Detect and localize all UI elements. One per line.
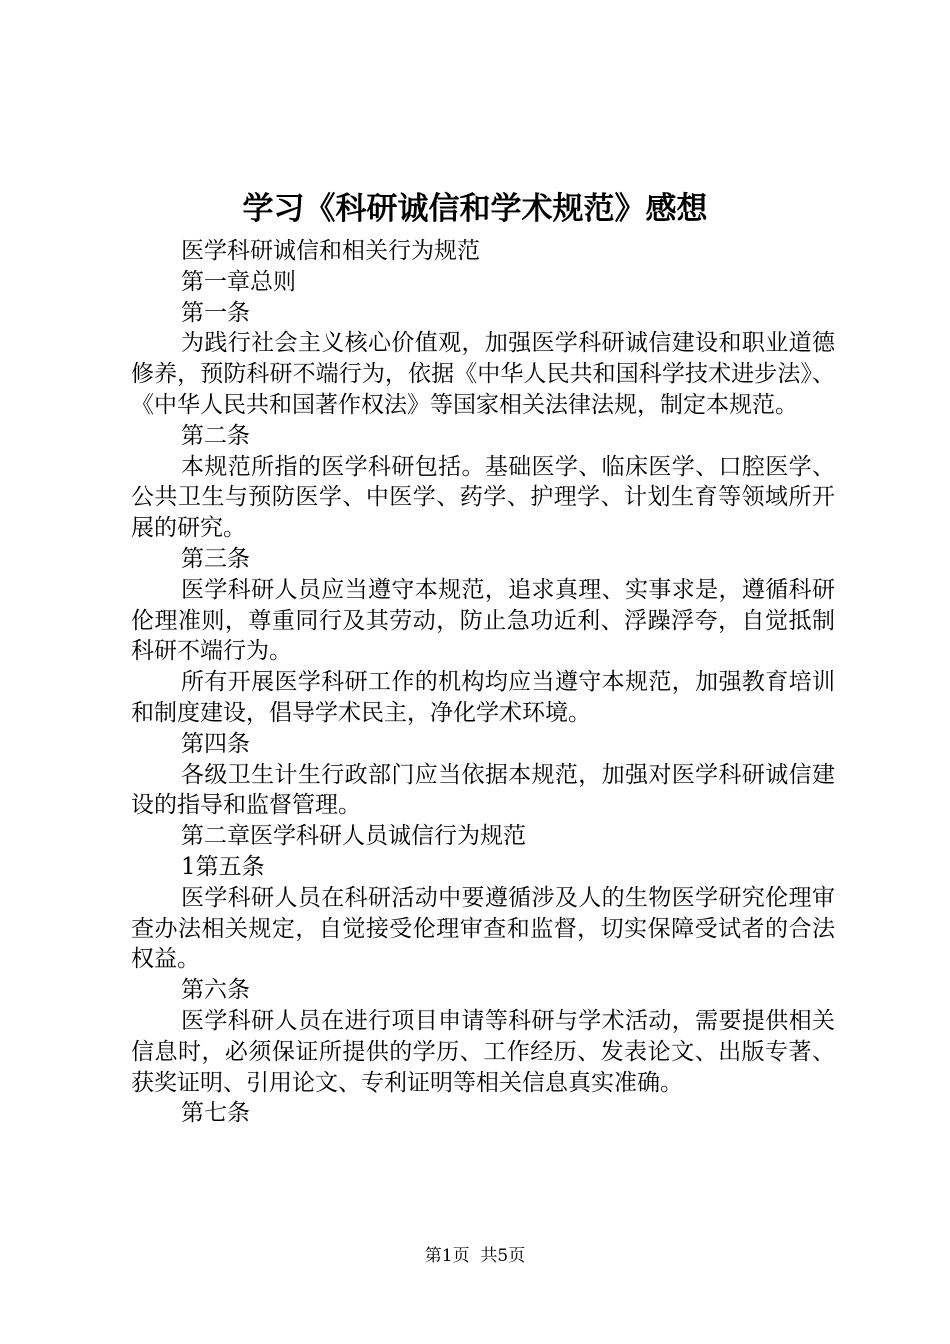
- document-body: [131, 236, 835, 1129]
- page-footer: 第1页 共5页: [424, 1246, 526, 1266]
- article-heading: 第七条: [181, 1100, 250, 1127]
- article-heading: 第二条: [181, 422, 250, 449]
- article-heading: 第六条: [181, 977, 250, 1004]
- article-paragraph: 医学科研人员在进行项目申请等科研与学术活动，需要提供相关信息时，必须保证所提供的学历、工作经历、发表论文、出版专著、获奖证明、引用论文、专利证明等相关信息真实准确。: [131, 1007, 835, 1096]
- article-paragraph: 各级卫生计生行政部门应当依据本规范，加强对医学科研诚信建设的指导和监督管理。: [131, 761, 835, 819]
- article-paragraph: 本规范所指的医学科研包括。基础医学、临床医学、口腔医学、公共卫生与预防医学、中医学、药学、护理学、计划生育等领域所开展的研究。: [131, 453, 835, 542]
- article-paragraph: 医学科研人员在科研活动中要遵循涉及人的生物医学研究伦理审查办法相关规定，自觉接受伦理审查和监督，切实保障受试者的合法权益。: [131, 884, 835, 973]
- article-heading: 第四条: [181, 730, 250, 757]
- article-paragraph: 医学科研人员应当遵守本规范，追求真理、实事求是，遵循科研伦理准则，尊重同行及其劳动，防止急功近利、浮躁浮夸，自觉抵制科研不端行为。: [131, 576, 835, 665]
- article-heading: 第一条: [181, 299, 250, 326]
- article-paragraph: 为践行社会主义核心价值观，加强医学科研诚信建设和职业道德修养，预防科研不端行为，依据《中华人民共和国科学技术进步法》、《中华人民共和国著作权法》等国家相关法律法规，制定本规范。: [131, 330, 835, 418]
- chapter-heading: 第二章医学科研人员诚信行为规范: [181, 823, 526, 850]
- chapter-heading: 第一章总则: [181, 268, 296, 295]
- document-title: 学习《科研诚信和学术规范》感想: [242, 191, 708, 227]
- article-heading: 1第五条: [181, 853, 265, 880]
- section-heading: 医学科研诚信和相关行为规范: [181, 238, 480, 264]
- article-paragraph: 所有开展医学科研工作的机构均应当遵守本规范，加强教育培训和制度建设，倡导学术民主，净化学术环境。: [131, 669, 835, 726]
- article-heading: 第三条: [181, 545, 250, 572]
